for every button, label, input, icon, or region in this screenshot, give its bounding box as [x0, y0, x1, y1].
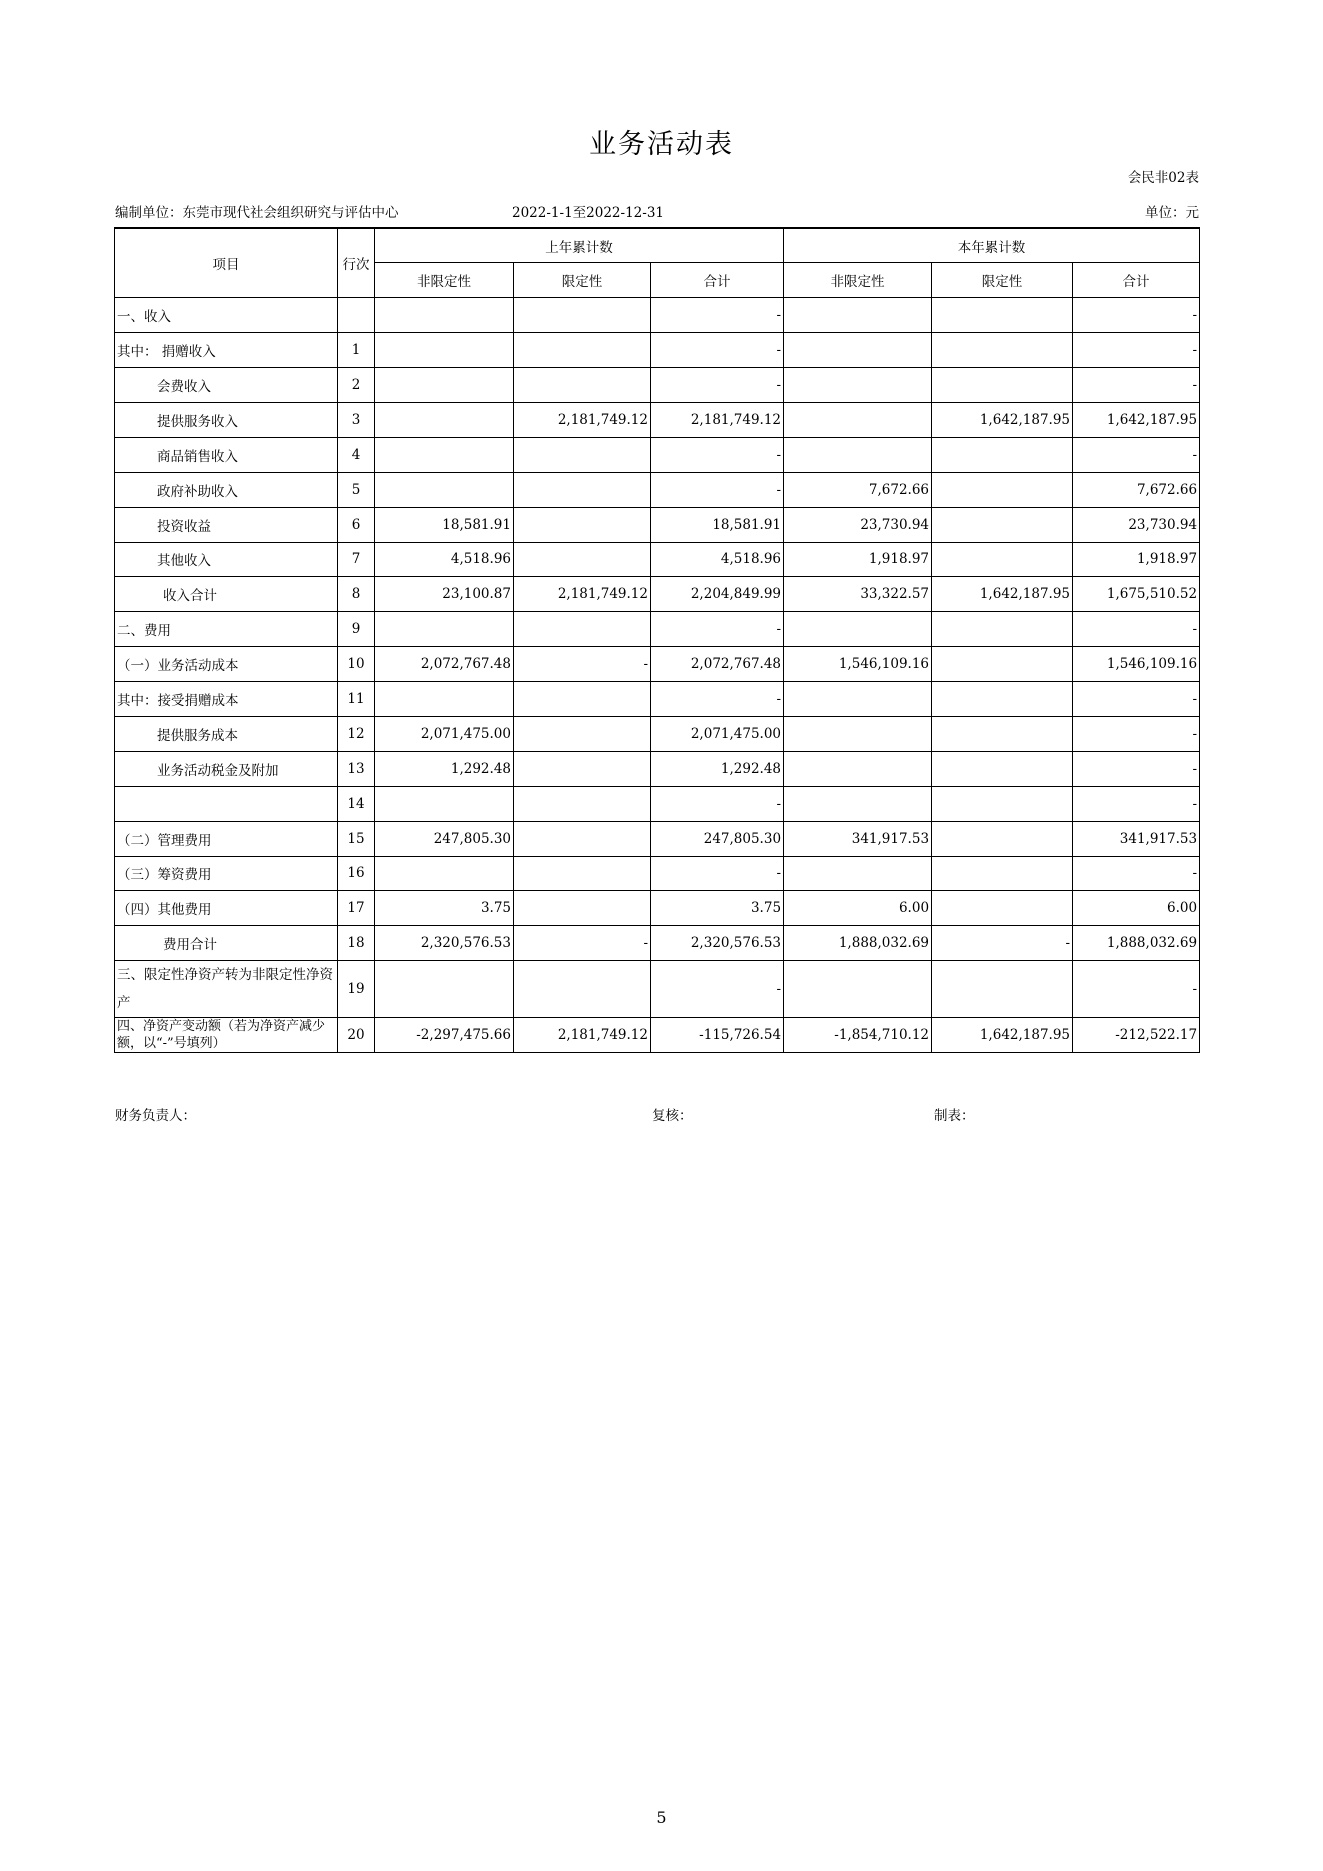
row-value-pr	[514, 682, 651, 717]
row-value-cu	[784, 716, 932, 751]
row-value-cu	[784, 856, 932, 891]
table-row	[115, 542, 1200, 577]
row-value-cu: 1,888,032.69	[784, 926, 932, 961]
row-value-pu: 1,292.48	[375, 751, 514, 786]
row-item-label: 四、净资产变动额（若为净资产减少额，以“-”号填列）	[115, 1018, 338, 1053]
table-row	[115, 961, 1200, 1018]
row-item-label: 其中：接受捐赠成本	[115, 682, 338, 717]
table-row	[115, 472, 1200, 507]
table-row	[115, 507, 1200, 542]
row-item-label: 费用合计	[115, 926, 338, 961]
row-value-pt: 2,072,767.48	[651, 647, 784, 682]
row-value-pt: -	[651, 298, 784, 333]
row-item-label: 商品销售收入	[115, 437, 338, 472]
header-curr-year: 本年累计数	[784, 228, 1200, 263]
row-value-pt: 2,320,576.53	[651, 926, 784, 961]
row-value-pt: -	[651, 472, 784, 507]
row-value-cu: 7,672.66	[784, 472, 932, 507]
table-row	[115, 333, 1200, 368]
row-value-cu: 1,918.97	[784, 542, 932, 577]
row-value-pu: 4,518.96	[375, 542, 514, 577]
row-value-pr	[514, 507, 651, 542]
table-row	[115, 437, 1200, 472]
row-value-cu	[784, 786, 932, 821]
row-value-pt: 4,518.96	[651, 542, 784, 577]
row-item-label: 投资收益	[115, 507, 338, 542]
table-row	[115, 612, 1200, 647]
row-line-number: 13	[338, 751, 375, 786]
row-value-cu: 33,322.57	[784, 577, 932, 612]
row-value-pr: 2,181,749.12	[514, 577, 651, 612]
row-value-pr	[514, 891, 651, 926]
header-item: 项目	[115, 228, 338, 298]
table-row	[115, 402, 1200, 437]
table-row	[115, 716, 1200, 751]
row-value-cr	[932, 786, 1073, 821]
row-line-number: 15	[338, 821, 375, 856]
row-value-pu	[375, 682, 514, 717]
header-curr-total: 合计	[1073, 263, 1200, 298]
row-value-cr: 1,642,187.95	[932, 1018, 1073, 1053]
row-value-ct: -	[1073, 612, 1200, 647]
row-value-ct: -	[1073, 856, 1200, 891]
report-period: 2022-1-1至2022-12-31	[512, 205, 664, 221]
row-line-number: 10	[338, 647, 375, 682]
row-value-ct: -	[1073, 682, 1200, 717]
row-value-pr	[514, 612, 651, 647]
row-value-pr: 2,181,749.12	[514, 402, 651, 437]
row-value-pu	[375, 437, 514, 472]
row-value-cu: 6.00	[784, 891, 932, 926]
row-value-cr	[932, 856, 1073, 891]
currency-unit: 单位：元	[1145, 205, 1199, 221]
row-value-pt: -	[651, 333, 784, 368]
row-item-label: 其中： 捐赠收入	[115, 333, 338, 368]
row-item-label: 业务活动税金及附加	[115, 751, 338, 786]
row-value-pr	[514, 437, 651, 472]
row-item-label: 三、限定性净资产转为非限定性净资产	[115, 961, 338, 1018]
row-value-pt: -	[651, 682, 784, 717]
row-value-pu	[375, 961, 514, 1018]
table-row	[115, 926, 1200, 961]
row-value-pt: -	[651, 961, 784, 1018]
row-value-pr	[514, 368, 651, 403]
row-value-pr	[514, 751, 651, 786]
row-line-number: 3	[338, 402, 375, 437]
row-item-label: （一）业务活动成本	[115, 647, 338, 682]
row-value-cu	[784, 682, 932, 717]
table-row	[115, 368, 1200, 403]
row-item-label: 收入合计	[115, 577, 338, 612]
row-value-pr: -	[514, 926, 651, 961]
row-value-cr	[932, 542, 1073, 577]
row-value-pu: 2,072,767.48	[375, 647, 514, 682]
row-value-pt: -115,726.54	[651, 1018, 784, 1053]
row-value-cr	[932, 891, 1073, 926]
table-row	[115, 821, 1200, 856]
row-value-pu	[375, 333, 514, 368]
row-value-pt: 2,181,749.12	[651, 402, 784, 437]
row-item-label: 其他收入	[115, 542, 338, 577]
row-value-ct: -	[1073, 437, 1200, 472]
row-value-ct: 6.00	[1073, 891, 1200, 926]
row-value-pr	[514, 786, 651, 821]
row-value-pu: 2,071,475.00	[375, 716, 514, 751]
row-value-ct: -	[1073, 298, 1200, 333]
row-value-ct: -	[1073, 961, 1200, 1018]
row-value-pt: -	[651, 856, 784, 891]
row-line-number: 16	[338, 856, 375, 891]
row-value-ct: 341,917.53	[1073, 821, 1200, 856]
header-line: 行次	[338, 228, 375, 298]
row-line-number	[338, 298, 375, 333]
row-line-number: 8	[338, 577, 375, 612]
row-line-number: 12	[338, 716, 375, 751]
activity-statement-table	[114, 227, 1200, 1053]
reviewer-signature: 复核：	[652, 1108, 693, 1124]
row-line-number: 14	[338, 786, 375, 821]
header-prev-restricted: 限定性	[514, 263, 651, 298]
header-prev-total: 合计	[651, 263, 784, 298]
row-value-pu	[375, 786, 514, 821]
row-value-pu: 18,581.91	[375, 507, 514, 542]
row-value-pu: 2,320,576.53	[375, 926, 514, 961]
row-value-pt: 18,581.91	[651, 507, 784, 542]
table-row	[115, 577, 1200, 612]
row-value-pr	[514, 472, 651, 507]
row-value-cr	[932, 751, 1073, 786]
header-curr-restricted: 限定性	[932, 263, 1073, 298]
row-value-cr	[932, 682, 1073, 717]
row-item-label: 一、收入	[115, 298, 338, 333]
row-value-pu	[375, 612, 514, 647]
preparing-unit: 编制单位：东莞市现代社会组织研究与评估中心	[115, 205, 399, 221]
row-value-cu	[784, 961, 932, 1018]
row-value-cu: 1,546,109.16	[784, 647, 932, 682]
row-value-pr	[514, 716, 651, 751]
row-value-cu: -1,854,710.12	[784, 1018, 932, 1053]
page-title: 业务活动表	[589, 129, 734, 160]
row-line-number: 5	[338, 472, 375, 507]
row-value-pr	[514, 542, 651, 577]
table-row	[115, 751, 1200, 786]
row-value-ct: 1,546,109.16	[1073, 647, 1200, 682]
finance-head-signature: 财务负责人：	[115, 1108, 196, 1124]
row-value-pt: -	[651, 437, 784, 472]
row-value-cu	[784, 333, 932, 368]
header-prev-unrestricted: 非限定性	[375, 263, 514, 298]
row-value-cr: -	[932, 926, 1073, 961]
row-value-pu: 3.75	[375, 891, 514, 926]
row-item-label: 提供服务收入	[115, 402, 338, 437]
row-value-pt: -	[651, 368, 784, 403]
row-item-label: 政府补助收入	[115, 472, 338, 507]
row-value-cr	[932, 961, 1073, 1018]
row-value-ct: -	[1073, 716, 1200, 751]
row-item-label: （四）其他费用	[115, 891, 338, 926]
row-value-ct: -	[1073, 368, 1200, 403]
row-item-label	[115, 786, 338, 821]
row-value-cu	[784, 298, 932, 333]
row-value-cr	[932, 333, 1073, 368]
row-value-ct: -	[1073, 786, 1200, 821]
row-value-pu	[375, 856, 514, 891]
row-value-cr	[932, 437, 1073, 472]
row-line-number: 2	[338, 368, 375, 403]
row-value-ct: 7,672.66	[1073, 472, 1200, 507]
row-value-cr	[932, 507, 1073, 542]
row-value-pr	[514, 856, 651, 891]
row-line-number: 1	[338, 333, 375, 368]
row-value-cu: 341,917.53	[784, 821, 932, 856]
row-value-cr	[932, 472, 1073, 507]
row-value-cr: 1,642,187.95	[932, 402, 1073, 437]
row-value-pr	[514, 961, 651, 1018]
row-value-ct: -	[1073, 751, 1200, 786]
row-line-number: 18	[338, 926, 375, 961]
row-line-number: 20	[338, 1018, 375, 1053]
row-value-pt: 2,071,475.00	[651, 716, 784, 751]
header-curr-unrestricted: 非限定性	[784, 263, 932, 298]
table-row	[115, 682, 1200, 717]
row-value-cu: 23,730.94	[784, 507, 932, 542]
row-value-ct: 1,918.97	[1073, 542, 1200, 577]
row-value-pu: 247,805.30	[375, 821, 514, 856]
row-value-pr	[514, 821, 651, 856]
row-value-cu	[784, 437, 932, 472]
row-value-cu	[784, 368, 932, 403]
row-item-label: （二）管理费用	[115, 821, 338, 856]
table-row	[115, 647, 1200, 682]
row-item-label: 提供服务成本	[115, 716, 338, 751]
row-value-ct: -212,522.17	[1073, 1018, 1200, 1053]
row-value-pu: -2,297,475.66	[375, 1018, 514, 1053]
row-value-cr	[932, 821, 1073, 856]
row-value-pt: 247,805.30	[651, 821, 784, 856]
table-row	[115, 1018, 1200, 1053]
row-value-ct: -	[1073, 333, 1200, 368]
form-number: 会民非02表	[1127, 170, 1199, 186]
row-value-pt: -	[651, 786, 784, 821]
row-line-number: 7	[338, 542, 375, 577]
row-value-pu	[375, 368, 514, 403]
row-value-pt: 2,204,849.99	[651, 577, 784, 612]
row-value-cr	[932, 298, 1073, 333]
page-number: 5	[656, 1808, 667, 1827]
row-value-pr	[514, 298, 651, 333]
row-value-cr: 1,642,187.95	[932, 577, 1073, 612]
row-value-pu: 23,100.87	[375, 577, 514, 612]
table-row	[115, 786, 1200, 821]
row-value-pr	[514, 333, 651, 368]
row-value-ct: 1,888,032.69	[1073, 926, 1200, 961]
row-line-number: 4	[338, 437, 375, 472]
row-value-pt: -	[651, 612, 784, 647]
header-prev-year: 上年累计数	[375, 228, 784, 263]
row-value-cu	[784, 751, 932, 786]
row-item-label: （三）筹资费用	[115, 856, 338, 891]
row-value-pt: 3.75	[651, 891, 784, 926]
row-line-number: 9	[338, 612, 375, 647]
row-value-pu	[375, 298, 514, 333]
row-value-pu	[375, 472, 514, 507]
row-line-number: 6	[338, 507, 375, 542]
table-row	[115, 298, 1200, 333]
row-value-pr: 2,181,749.12	[514, 1018, 651, 1053]
row-value-cu	[784, 612, 932, 647]
table-row	[115, 856, 1200, 891]
row-value-cu	[784, 402, 932, 437]
row-value-pu	[375, 402, 514, 437]
row-line-number: 19	[338, 961, 375, 1018]
row-value-pr: -	[514, 647, 651, 682]
row-value-ct: 1,642,187.95	[1073, 402, 1200, 437]
row-value-pt: 1,292.48	[651, 751, 784, 786]
row-line-number: 17	[338, 891, 375, 926]
row-value-ct: 23,730.94	[1073, 507, 1200, 542]
table-row	[115, 891, 1200, 926]
row-value-ct: 1,675,510.52	[1073, 577, 1200, 612]
row-value-cr	[932, 647, 1073, 682]
row-value-cr	[932, 716, 1073, 751]
row-value-cr	[932, 368, 1073, 403]
row-item-label: 二、费用	[115, 612, 338, 647]
preparer-signature: 制表：	[934, 1108, 975, 1124]
row-line-number: 11	[338, 682, 375, 717]
row-value-cr	[932, 612, 1073, 647]
row-item-label: 会费收入	[115, 368, 338, 403]
